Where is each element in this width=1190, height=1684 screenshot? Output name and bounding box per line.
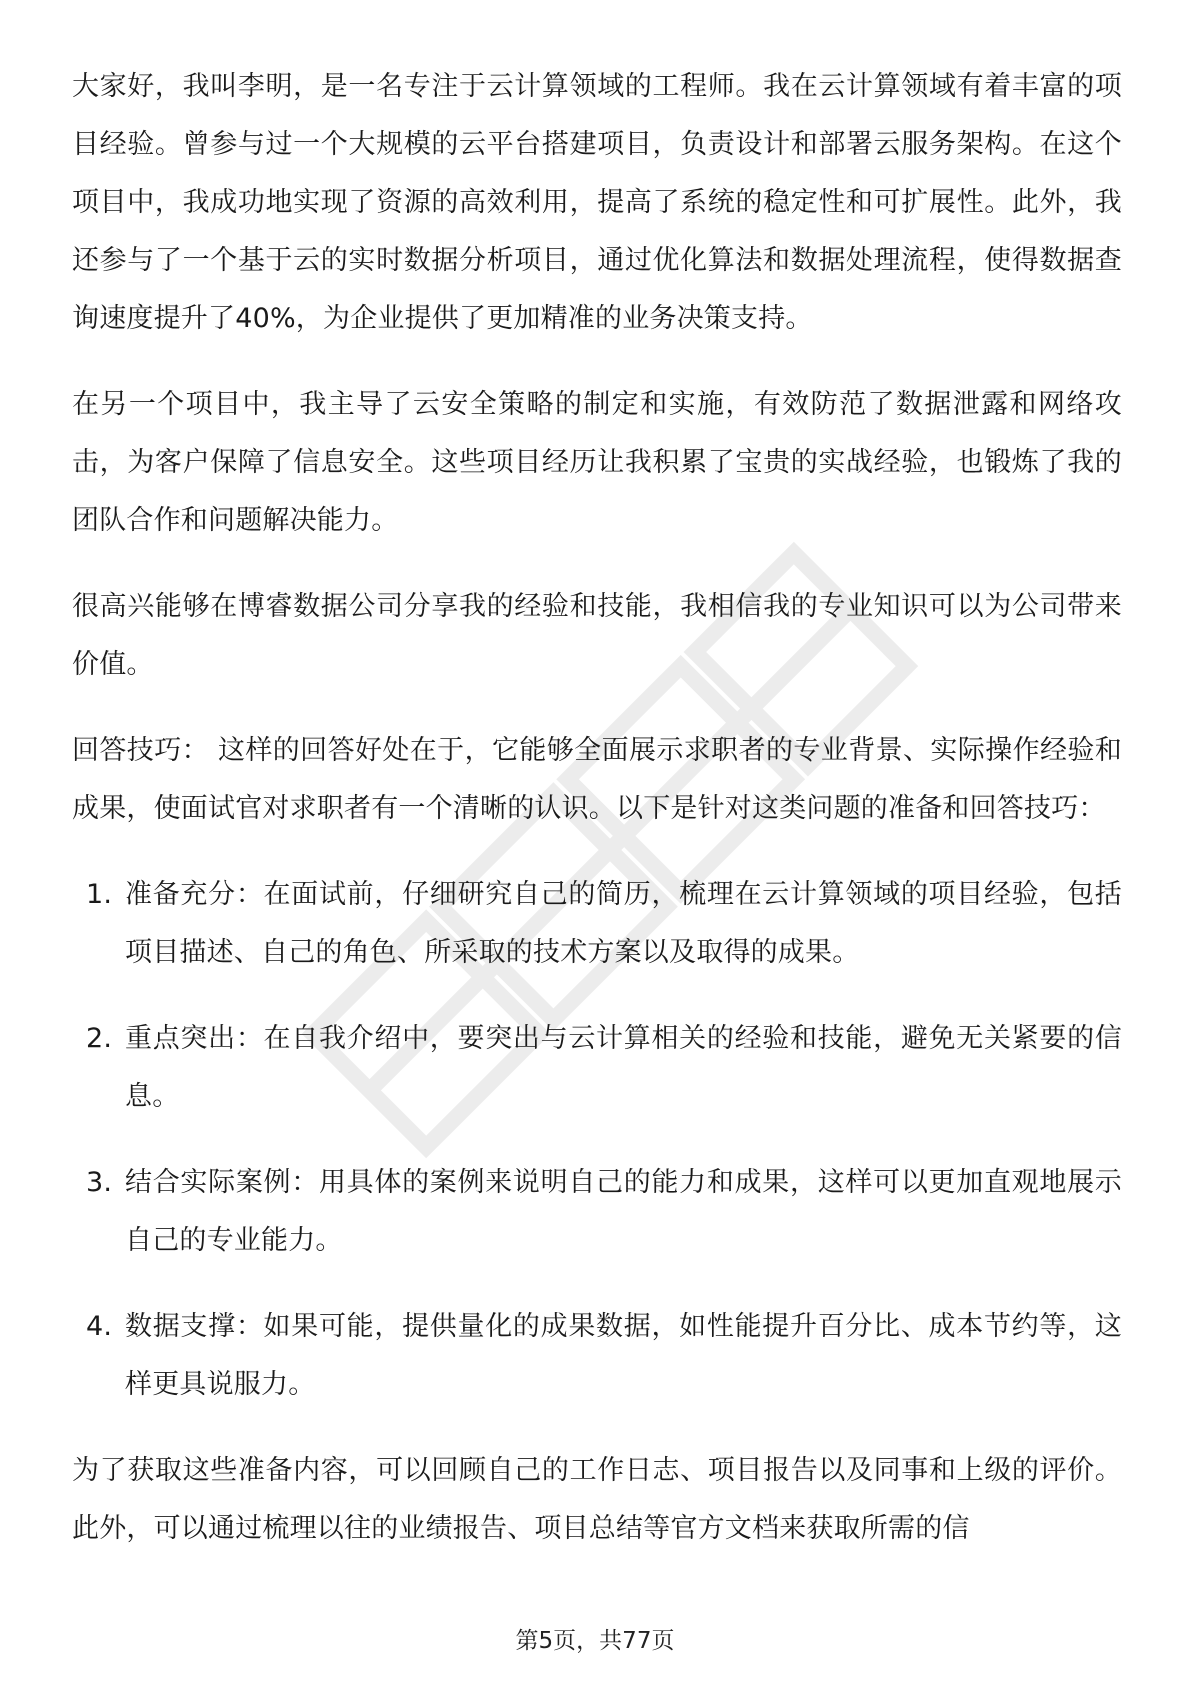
list-item [72,1298,1122,1414]
list-item-number: 4. [86,1311,113,1342]
list-item-text: 准备充分：在面试前，仔细研究自己的简历，梳理在云计算领域的项目经验，包括项目描述、自己的角色、所采取的技术方案以及取得的成果。 [125,879,1122,968]
main-content [72,58,1122,1586]
list-item-number: 3. [86,1167,113,1198]
bottom-paragraph: 为了获取这些准备内容，可以回顾自己的工作日志、项目报告以及同事和上级的评价。此外，可以通过梳理以往的业绩报告、项目总结等官方文档来获取所需的信 [72,1455,1122,1544]
security-paragraph: 在另一个项目中，我主导了云安全策略的制定和实施，有效防范了数据泄露和网络攻击，为客户保障了信息安全。这些项目经历让我积累了宝贵的实战经验，也锻炼了我的团队合作和问题解决能力。 [72,389,1122,536]
list-item-text: 结合实际案例：用具体的案例来说明自己的能力和成果，这样可以更加直观地展示自己的专业能力。 [125,1167,1122,1256]
list-item-text: 重点突出：在自我介绍中，要突出与云计算相关的经验和技能，避免无关紧要的信息。 [125,1023,1122,1112]
page-footer: 第5页，共77页 [515,1628,675,1654]
list-item-text: 数据支撑：如果可能，提供量化的成果数据，如性能提升百分比、成本节约等，这样更具说服力。 [125,1311,1122,1400]
closing-paragraph: 很高兴能够在博睿数据公司分享我的经验和技能，我相信我的专业知识可以为公司带来价值。 [72,591,1122,680]
tips-list [72,866,1122,1414]
intro-paragraph: 大家好，我叫李明，是一名专注于云计算领域的工程师。我在云计算领域有着丰富的项目经验。曾参与过一个大规模的云平台搭建项目，负责设计和部署云服务架构。在这个项目中，我成功地实现了资源的高效利用，提高了系统的稳定性和可扩展性。此外，我还参与了一个基于云的实时数据分析项目，通过优化算法和数据处理流程，使得数据查询速度提升了40%，为企业提供了更加精准的业务决策支持。 [72,71,1122,334]
list-item [72,1010,1122,1126]
list-item [72,1154,1122,1270]
tips-paragraph: 回答技巧： 这样的回答好处在于，它能够全面展示求职者的专业背景、实际操作经验和成果，使面试官对求职者有一个清晰的认识。以下是针对这类问题的准备和回答技巧： [72,735,1122,824]
list-item [72,866,1122,982]
list-item-number: 1. [86,879,113,910]
list-item-number: 2. [86,1023,113,1054]
